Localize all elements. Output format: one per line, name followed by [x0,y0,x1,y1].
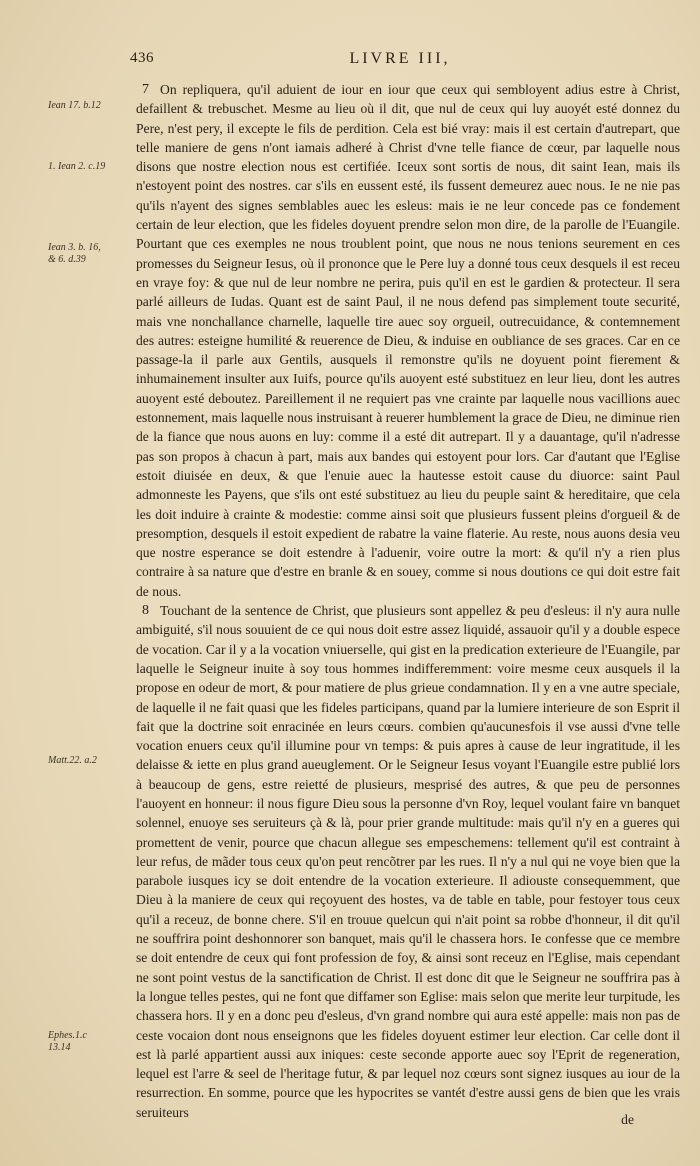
paragraph-text: On repliquera, qu'il aduient de iour en iour que ceux qui sembloyent adius estre à Christ, defaillent & trebuschet. Mesme au lieu où il dit, que nul de ceux qui luy auoyét esté donnez du Pere, n'est pery, il excepte le fils de perdition. Cela est bié vray: mais il est certain d'autrepart, que telle maniere de gens n'ont iamais adheré à Christ d'vne telle fiance de cœur, par laquelle nous disons que nostre election nous est certifiée. Iceux sont sortis de nous, dit saint Iean, mais ils n'estoyent point des nostres. car s'ils en eussent esté, ils fussent demeurez auec nous. Ie ne nie pas qu'ils n'ayent des signes semblables auec les esleus: mais ie ne leur concede pas ce fondement certain de leur election, que les fideles doyuent prendre selon mon dire, de la parolle de l'Euangile. Pourtant que ces exemples ne nous troublent point, que nous ne nous tenions seurement en ces promesses du Seigneur Iesus, où il prononce que le Pere luy a donné tous ceux desquels il est receu en vraye foy: & que nul de leur nombre ne perira, puis qu'il en est le gardien & protecteur. Il sera parlé ailleurs de Iudas. Quant est de saint Paul, il ne nous defend pas simplement toute securité, mais vne nonchallance charnelle, laquelle tire auec soy orgueil, outrecuidance, & contemnement des autres: esteigne humilité & reuerence de Dieu, & induise en oubliance de ses graces. Car en ce passage-la il parle aux Gentils, ausquels il remonstre qu'ils ne doyuent point fierement & inhumainement insulter aux Iuifs, pource qu'ils auoyent esté substituez en leur lieu, dont les autres auoyent esté deboutez. Pareillement il ne requiert pas vne crainte par laquelle nous vacillions auec estonnement, mais laquelle nous instruisant à reuerer humblement la grace de Dieu, ne diminue rien de la fiance que nous auons en luy: comme il a esté dit autrepart. Il y a dauantage, qu'il n'adresse pas son propos à chacun à part, mais aux bandes qui estoyent pour lors. Car d'autant que l'Eglise estoit diuisée en deux, & que l'enuie auec la hautesse estoit cause du diuorce: saint Paul admonneste les Payens, que s'ils ont esté substituez au lieu du peuple saint & hereditaire, que cela les doit induire à crainte & modestie: comme ainsi soit que plusieurs fussent pleins d'orgueil & de presomption, desquels il estoit expedient de rabatre la vaine flaterie. Au reste, nous auons desia veu que nostre esperance se doit estendre à l'aduenir, voire outre la mort: & qu'il n'y a rien plus contraire à sa nature que d'estre en branle & en souey, comme si nous doutions ce qui doit estre fait de nous. [136,82,680,599]
running-title: LIVRE III, [349,50,451,67]
page-number: 436 [130,50,154,66]
margin-note: Iean 17. b.12 [48,100,101,111]
margin-notes [0,0,120,1166]
paragraph [136,601,680,1122]
margin-note: Matt.22. a.2 [48,755,97,766]
body-text [136,80,680,1122]
paragraph-text: Touchant de la sentence de Christ, que plusieurs sont appellez & peu d'esleus: il n'y aura nulle ambiguité, s'il nous souuient de ce qui nous doit estre assez liquidé, assauoir qu'il y a double espece de vocation. Car il y a la vocation vniuerselle, qui gist en la predication exterieure de l'Euangile, par laquelle le Seigneur inuite à soy tous hommes indifferemment: voire mesme ceux ausquels il la propose en odeur de mort, & pour matiere de plus grieue condamnation. Il y en a vne autre speciale, de laquelle il ne fait quasi que les fideles participans, quand par la lumiere interieure de son Esprit il fait que la doctrine soit enracinée en leurs cœurs. combien qu'aucunesfois il vse aussi d'vne telle vocation enuers ceux qu'il illumine pour vn temps: & puis apres à cause de leur ingratitude, il les delaisse & iette en plus grand aueuglement. Or le Seigneur Iesus voyant l'Euangile estre publié lors à beaucoup de gens, estre reietté de plusieurs, mesprisé des autres, & que peu de personnes l'auoyent en honneur: il nous figure Dieu sous la personne d'vn Roy, lequel voulant faire vn banquet solennel, enuoye ses seruiteurs çà & là, pour prier grande multitude: mais qu'il n'y en a gueres qui promettent de venir, pource que chacun allegue ses empeschemens: tellement qu'il est contraint à leur refus, de mãder tous ceux qu'on peut rencõtrer par les rues. Il n'y a nul qui ne voye bien que la parabole iusques icy se doit entendre de la vocation exterieure. Il adiouste consequemment, que Dieu à la maniere de ceux qui reçoyuent des hostes, va de table en table, pour festoyer tous ceux qu'il a receuz, de bonne chere. S'il en trouue quelcun qui n'ait point sa robbe d'honneur, il dit qu'il ne souffrira point deshonnorer son banquet, mais qu'il le chassera hors. Ie confesse que ce membre se doit entendre de ceux qui font profession de foy, & ainsi sont receuz en l'Eglise, mais cependant ne sont point vestus de la sanctification de Christ. Il est donc dit que le Seigneur ne souffrira pas à la longue telles pestes, qui ne font que diffamer son Eglise: mais selon que merite leur turpitude, les chassera hors. Il y en a donc peu d'esleus, d'vn grand nombre qui aura esté appelle: mais non pas de ceste vocaion dont nous enseignons que les fideles doyuent estimer leur election. Car celle dont il est là parlé appartient aussi aux iniques: ceste seconde apporte auec soy l'Eprit de regeneration, lequel est l'arre & seel de l'heritage futur, & par lequel noz cœurs sont signez iusques au iour de la resurrection. En somme, pource que les hypocrites se vantét d'estre aussi gens de bien que les vrais seruiteurs [136,603,680,1120]
page-header [130,50,670,72]
paragraph-number: 7 [142,82,149,97]
margin-note: Ephes.1.c 13.14 [48,1030,87,1053]
paragraph [136,80,680,601]
catchword: de [621,1112,634,1127]
margin-note: 1. Iean 2. c.19 [48,161,106,172]
paragraph-number: 8 [142,603,149,619]
margin-note: Iean 3. b. 16, & 6. d.39 [48,242,101,265]
